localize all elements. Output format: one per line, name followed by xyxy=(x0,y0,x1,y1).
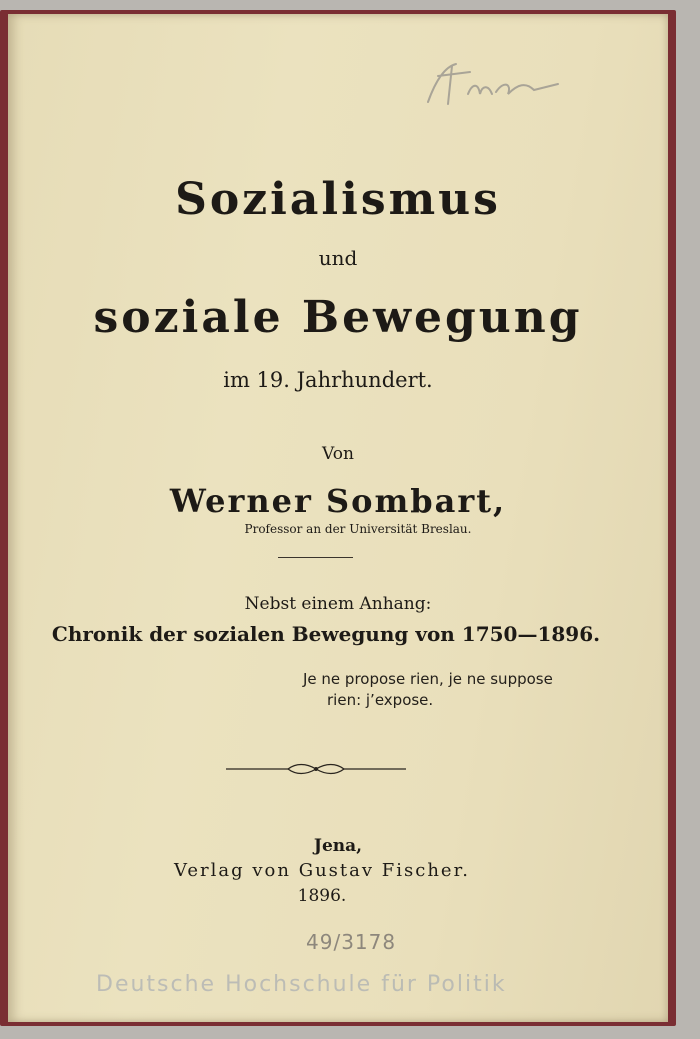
ornament-divider-icon xyxy=(226,762,406,776)
publisher: Verlag von Gustav Fischer. xyxy=(174,860,470,881)
author-name: Werner Sombart, xyxy=(169,482,507,520)
title-page xyxy=(8,14,668,1022)
title-connector: und xyxy=(318,246,358,270)
library-stamp: Deutsche Hochschule für Politik xyxy=(96,972,507,997)
book-subtitle: soziale Bewegung xyxy=(93,292,583,343)
divider-rule xyxy=(278,557,353,558)
book-century: im 19. Jahrhundert. xyxy=(223,368,433,392)
handwritten-signature-icon xyxy=(408,54,578,114)
publication-place: Jena, xyxy=(313,836,363,856)
shelfmark: 49/3178 xyxy=(306,930,397,954)
motto-line-1: Je ne propose rien, je ne suppose xyxy=(303,670,553,688)
appendix-title: Chronik der sozialen Bewegung von 1750—1896. xyxy=(51,622,601,646)
appendix-intro: Nebst einem Anhang: xyxy=(244,594,432,614)
by-label: Von xyxy=(322,444,354,464)
motto xyxy=(303,669,553,711)
author-affiliation: Professor an der Universität Breslau. xyxy=(244,522,472,536)
motto-line-2: rien: j’expose. xyxy=(327,691,434,709)
publication-year: 1896. xyxy=(297,886,347,906)
book-title: Sozialismus xyxy=(175,174,501,225)
